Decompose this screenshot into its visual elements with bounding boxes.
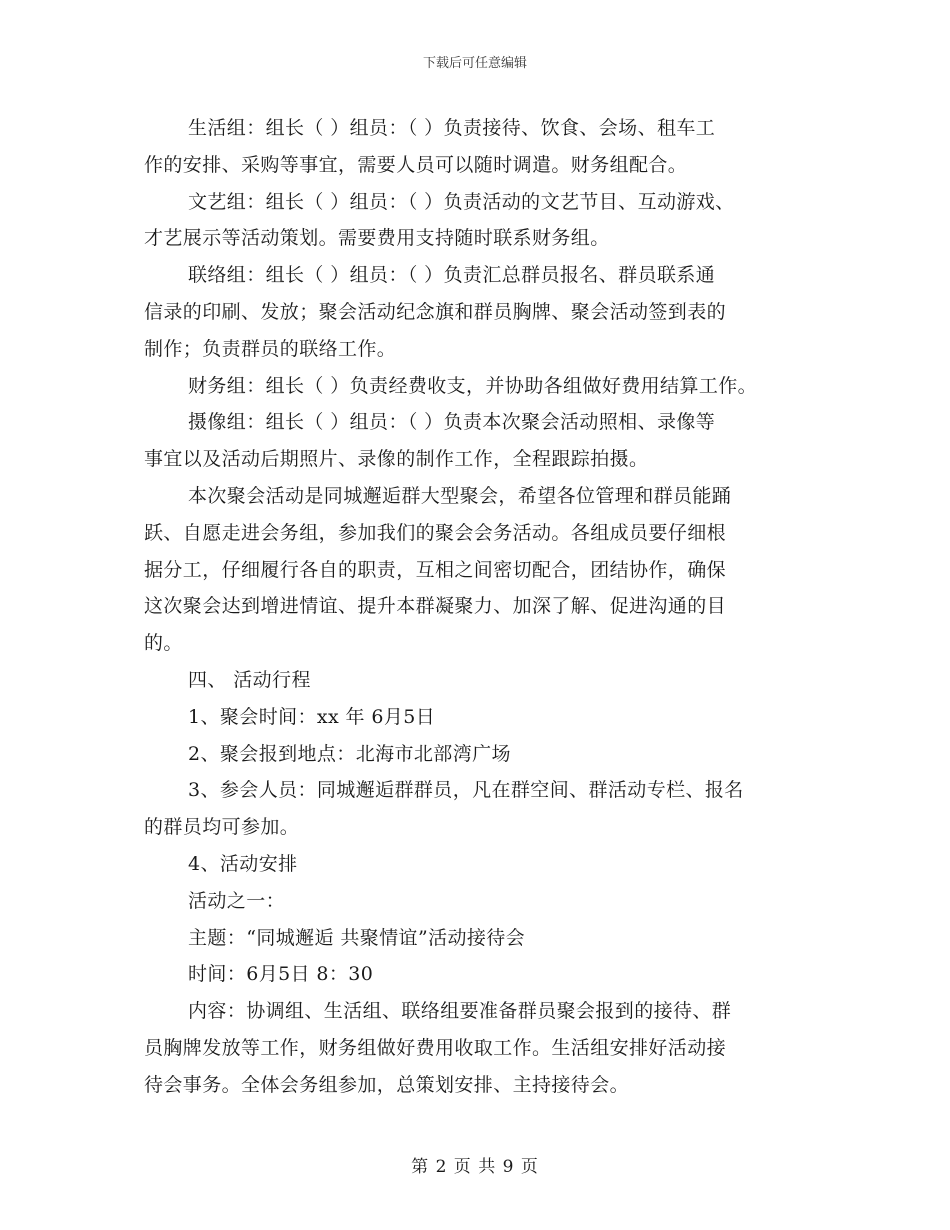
text-line: 这次聚会达到增进情谊、提升本群凝聚力、加深了解、促进沟通的目: [144, 595, 727, 618]
text-line: 2、聚会报到地点：北海市北部湾广场: [188, 742, 511, 765]
text-line: 才艺展示等活动策划。需要费用支持随时联系财务组。: [144, 227, 610, 250]
text-line: 生活组：组长（ ）组员：（ ）负责接待、饮食、会场、租车工: [188, 117, 716, 139]
text-line: 时间：6月5日 8：30: [188, 963, 374, 986]
text-line: 文艺组：组长（ ）组员：（ ）负责活动的文艺节目、互动游戏、: [188, 190, 735, 213]
text-line: 事宜以及活动后期照片、录像的制作工作，全程跟踪拍摄。: [144, 448, 649, 471]
text-line: 4、活动安排: [188, 852, 298, 875]
text-line: 制作；负责群员的联络工作。: [144, 337, 397, 360]
document-body: [144, 110, 814, 1104]
text-line: 本次聚会活动是同城邂逅群大型聚会，希望各位管理和群员能踊: [188, 484, 732, 507]
text-line: 的。: [144, 632, 183, 655]
text-line: 跃、自愿走进会务组，参加我们的聚会会务活动。各组成员要仔细根: [144, 521, 727, 544]
text-line: 主题：“同城邂逅 共聚情谊”活动接待会: [188, 926, 526, 949]
text-line: 联络组：组长（ ）组员：（ ）负责汇总群员报名、群员联系通: [188, 264, 716, 287]
text-line: 财务组：组长（ ）负责经费收支，并协助各组做好费用结算工作。: [188, 374, 758, 397]
text-line: 活动之一：: [188, 889, 286, 912]
page-footer: 第 2 页 共 9 页: [411, 1157, 539, 1177]
page-header: 下载后可任意编辑: [422, 56, 527, 71]
text-line: 1、聚会时间：xx 年 6月5日: [188, 705, 436, 728]
text-line: 待会事务。全体会务组参加，总策划安排、主持接待会。: [144, 1073, 630, 1096]
text-line: 作的安排、采购等事宜，需要人员可以随时调遣。财务组配合。: [144, 153, 688, 176]
text-line: 3、参会人员：同城邂逅群群员，凡在群空间、群活动专栏、报名: [188, 779, 744, 802]
text-line: 员胸牌发放等工作，财务组做好费用收取工作。生活组安排好活动接: [144, 1036, 727, 1059]
text-line: 信录的印刷、发放；聚会活动纪念旗和群员胸牌、聚会活动签到表的: [144, 300, 727, 323]
text-line: 摄像组：组长（ ）组员：（ ）负责本次聚会活动照相、录像等: [188, 411, 716, 434]
text-line: 的群员均可参加。: [144, 816, 300, 839]
text-line: 四、 活动行程: [188, 668, 311, 691]
text-line: 内容：协调组、生活组、联络组要准备群员聚会报到的接待、群: [188, 1000, 732, 1023]
text-line: 据分工，仔细履行各自的职责，互相之间密切配合，团结协作，确保: [144, 558, 727, 581]
